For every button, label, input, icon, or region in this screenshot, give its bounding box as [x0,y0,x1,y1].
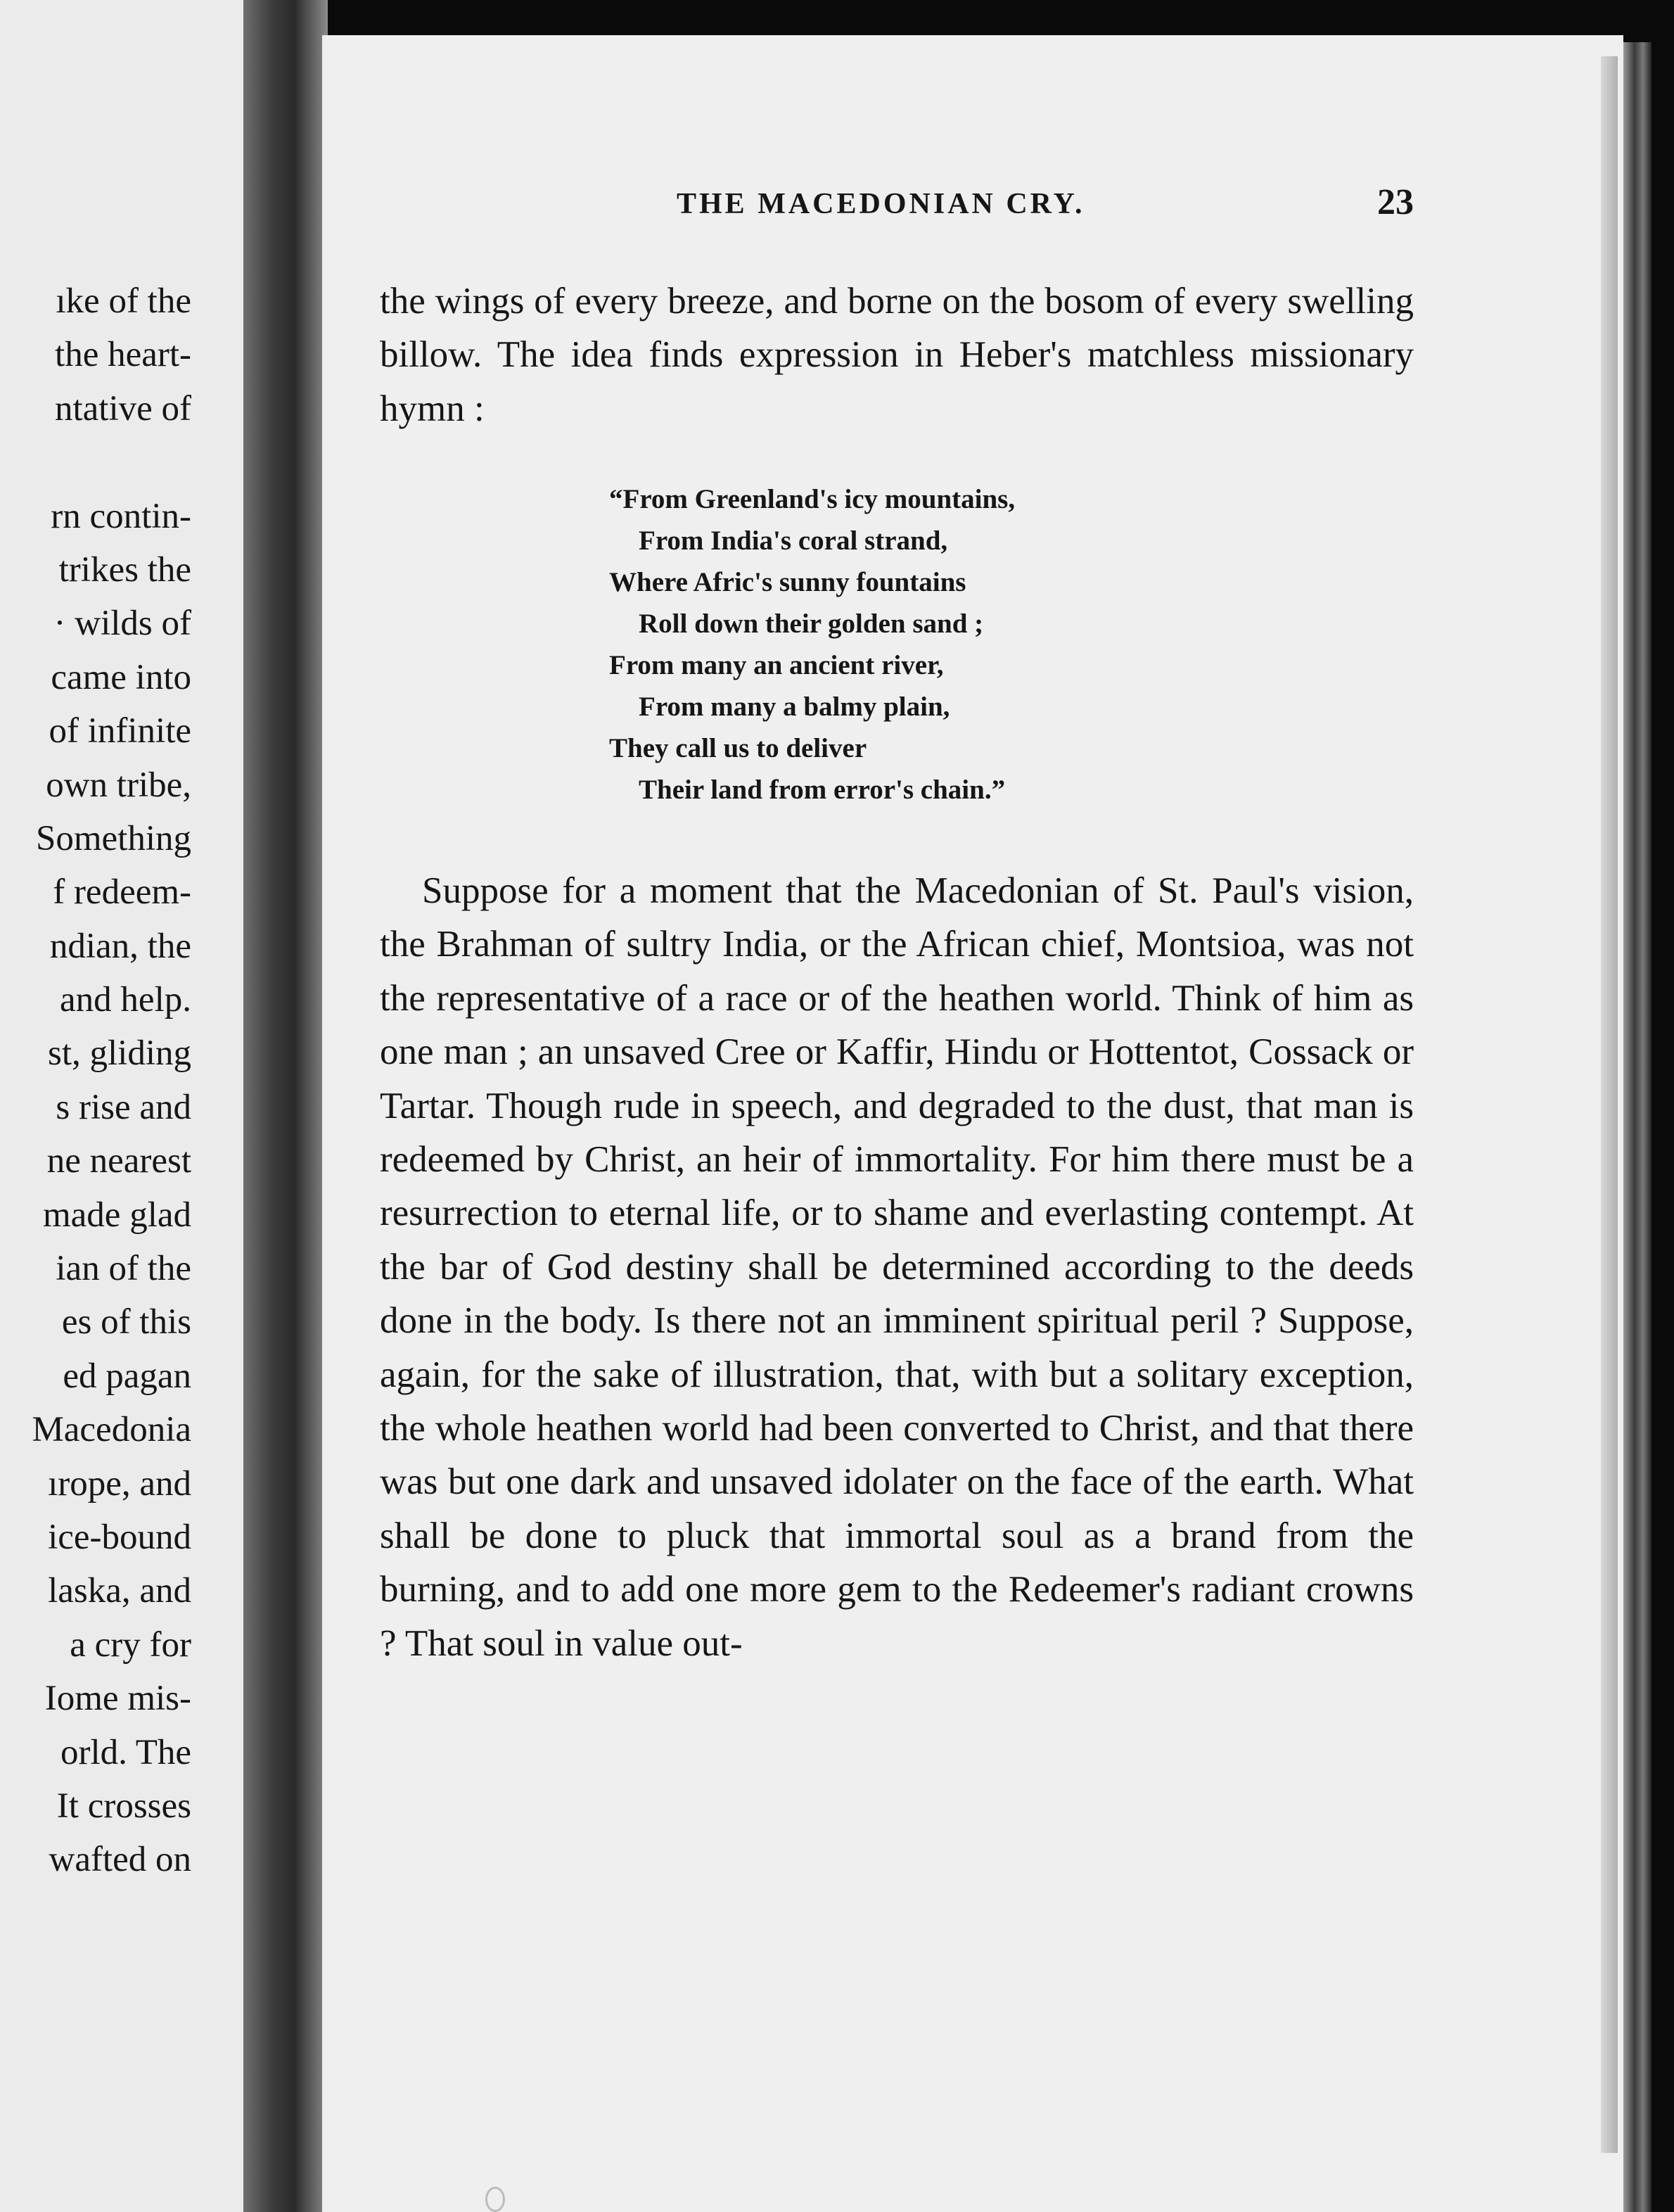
left-line: f redeem- [53,872,191,913]
poem-line: Their land from error's chain.” [639,775,1006,805]
left-line: ed pagan [63,1356,191,1396]
left-line: st, gliding [47,1034,191,1074]
poem-line: Where Afric's sunny fountains [609,567,966,597]
left-line: Something [35,818,191,858]
left-line: rn contin- [51,496,191,536]
left-line: own tribe, [46,765,191,805]
left-line: It crosses [56,1786,191,1826]
left-line: s rise and [56,1087,191,1127]
poem-line: From many an ancient river, [609,650,944,680]
left-line: ırope, and [48,1463,191,1504]
left-line: trikes the [58,549,191,590]
left-line: ntative of [54,388,191,428]
poem-line: They call us to deliver [609,733,867,763]
left-line: came into [51,657,191,697]
left-line: laska, and [48,1571,191,1611]
left-line: orld. The [60,1732,191,1772]
left-line: Macedonia [32,1410,191,1450]
left-page [0,0,262,2212]
book-gutter [243,0,328,2212]
page-edge [1623,42,1651,2212]
running-head: THE MACEDONIAN CRY. [677,188,1085,220]
left-line: ne nearest [46,1141,191,1181]
left-line: of infinite [49,711,191,751]
left-line [32,436,191,489]
left-line: and help. [60,980,191,1020]
left-line: ice-bound [48,1517,191,1557]
left-line: wafted on [49,1840,191,1880]
left-line: ıke of the [56,281,191,321]
left-line: ndian, the [49,926,191,966]
poem-line: Roll down their golden sand ; [639,609,984,639]
left-line: ian of the [56,1249,191,1289]
paragraph-1: the wings of every breeze, and borne on the bosom of every swelling billow. The idea finds expression in Heber's matchless missionary hymn : [380,281,1414,429]
page-number: 23 [1377,182,1414,222]
left-page-text [32,274,191,1887]
left-line: Iome mis- [44,1679,191,1719]
left-line: made glad [43,1195,191,1235]
left-line: es of this [61,1302,191,1342]
poem-line: From many a balmy plain, [639,692,950,722]
left-line: a cry for [70,1625,191,1665]
left-line: the heart- [55,335,191,375]
page-margin-shadow [1601,56,1618,2153]
film-artifact [485,2187,505,2212]
paragraph-2: Suppose for a moment that the Macedonian of St. Paul's vision, the Brahman of sultry India, or the African chief, Montsioa, was not the representative of a race or of the heathen world. Think of him as one man ; an unsaved Cree or Kaffir, Hindu or Hottentot, Cossack or Tartar. Though rude in speech, and degraded to the dust, that man is redeemed by Christ, an heir of immortality. For him there must be a resurrection to eternal life, or to shame and everlasting contempt. At the bar of God destiny shall be determined according to the deeds done in the body. Is there not an imminent spiritual peril ? Suppose, again, for the sake of illustration, that, with but a solitary exception, the whole heathen world had been converted to Christ, and that there was but one dark and unsaved idolater on the face of the earth. What shall be done to pluck that immortal soul as a brand from the burning, and to add one more gem to the Redeemer's radiant crowns ? That soul in value out- [380,870,1414,1664]
hymn-quote [609,478,1015,811]
left-line: · wilds of [53,604,191,644]
poem-line: From India's coral strand, [639,526,948,556]
poem-line: “From Greenland's icy mountains, [609,484,1016,514]
